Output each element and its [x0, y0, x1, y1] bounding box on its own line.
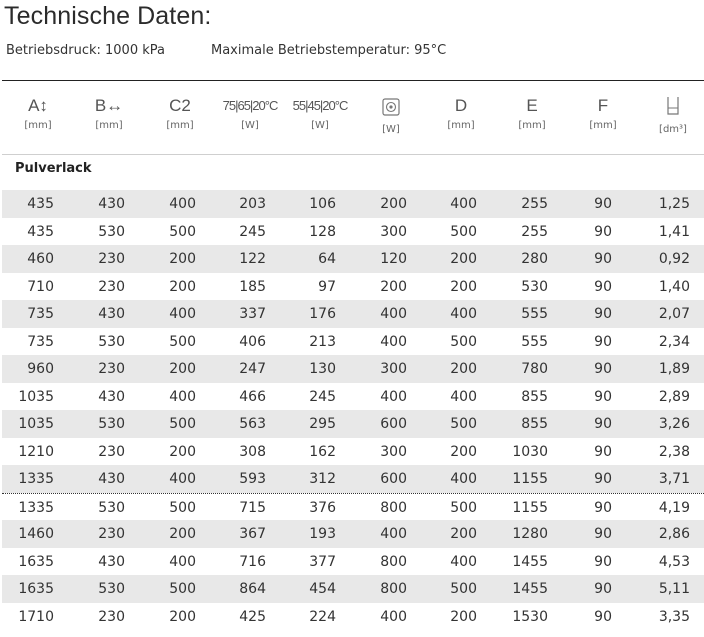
- table-cell: 193: [309, 526, 336, 542]
- table-cell: 337: [239, 306, 266, 322]
- table-row: [2, 575, 704, 603]
- table-cell: 400: [450, 471, 477, 487]
- table-cell: 90: [594, 278, 612, 295]
- table-cell: 200: [380, 196, 407, 212]
- table-cell: 400: [169, 388, 196, 405]
- table-cell: 367: [239, 526, 266, 542]
- table-cell: 2,34: [658, 333, 690, 350]
- header-e: [497, 96, 567, 133]
- header-volume: [638, 96, 704, 137]
- header-f: [568, 96, 638, 133]
- table-cell: 435: [27, 196, 54, 212]
- table-cell: 0,92: [658, 251, 690, 267]
- table-cell: 430: [98, 196, 125, 212]
- table-cell: 460: [27, 251, 54, 267]
- table-cell: 90: [594, 608, 612, 625]
- table-cell: 400: [450, 553, 477, 570]
- section-header: [2, 154, 704, 182]
- table-cell: 400: [169, 196, 196, 212]
- table-cell: 376: [309, 499, 336, 516]
- table-cell: 90: [594, 251, 612, 267]
- table-row: [2, 300, 704, 328]
- table-row: [2, 493, 704, 521]
- table-cell: 400: [450, 388, 477, 405]
- header-label: 55|45|20°C: [292, 98, 348, 113]
- table-cell: 230: [98, 526, 125, 542]
- table-cell: 715: [239, 499, 266, 516]
- table-cell: 400: [380, 388, 407, 405]
- table-cell: 500: [169, 333, 196, 350]
- table-cell: 400: [169, 471, 196, 487]
- table-row: [2, 548, 704, 576]
- table-cell: 200: [450, 608, 477, 625]
- header-height: [3, 96, 73, 133]
- table-cell: 1335: [18, 499, 54, 516]
- table-cell: 1,89: [658, 361, 690, 377]
- table-cell: 2,38: [658, 443, 690, 460]
- table-cell: 400: [380, 608, 407, 625]
- table-cell: 500: [169, 581, 196, 597]
- table-cell: 1035: [18, 388, 54, 405]
- table-cell: 377: [309, 553, 336, 570]
- section-label: Pulverlack: [15, 161, 92, 176]
- table-cell: 800: [380, 553, 407, 570]
- header-unit: [W]: [311, 120, 329, 131]
- table-cell: 245: [309, 388, 336, 405]
- table-cell: 1455: [512, 553, 548, 570]
- header-width: [74, 96, 144, 133]
- table-cell: 780: [521, 361, 548, 377]
- table-cell: 1460: [18, 526, 54, 542]
- header-unit: [dm³]: [659, 124, 687, 135]
- table-cell: 1155: [512, 499, 548, 516]
- table-cell: 406: [239, 333, 266, 350]
- table-cell: 122: [239, 251, 266, 267]
- table-cell: 90: [594, 306, 612, 322]
- table-cell: 530: [521, 278, 548, 295]
- table-cell: 400: [380, 333, 407, 350]
- table-cell: 2,07: [658, 306, 690, 322]
- table-cell: 255: [521, 196, 548, 212]
- table-cell: 500: [450, 581, 477, 597]
- table-cell: 247: [239, 361, 266, 377]
- table-cell: 735: [27, 306, 54, 322]
- table-cell: 400: [450, 306, 477, 322]
- header-c2: [145, 96, 215, 133]
- header-unit: [mm]: [589, 120, 617, 131]
- table-cell: 1455: [512, 581, 548, 597]
- table-cell: 213: [309, 333, 336, 350]
- table-cell: 90: [594, 361, 612, 377]
- table-cell: 555: [521, 333, 548, 350]
- table-cell: 400: [450, 196, 477, 212]
- table-cell: 300: [380, 223, 407, 240]
- table-cell: 600: [380, 416, 407, 432]
- table-cell: 230: [98, 361, 125, 377]
- table-cell: 1710: [18, 608, 54, 625]
- table-cell: 200: [169, 361, 196, 377]
- table-cell: 1635: [18, 553, 54, 570]
- table-cell: 1155: [512, 471, 548, 487]
- table-row: [2, 410, 704, 438]
- table-header: [0, 96, 704, 144]
- table-cell: 300: [380, 361, 407, 377]
- table-cell: 200: [169, 251, 196, 267]
- header-label: B↔: [94, 96, 124, 115]
- table-cell: 563: [239, 416, 266, 432]
- header-unit: [mm]: [447, 120, 475, 131]
- table-cell: 1280: [512, 526, 548, 542]
- header-unit: [W]: [382, 124, 400, 135]
- header-unit: [W]: [241, 120, 259, 131]
- table-row: [2, 438, 704, 466]
- table-cell: 200: [450, 361, 477, 377]
- table-top-rule: [2, 80, 704, 81]
- header-unit: [mm]: [166, 120, 194, 131]
- table-cell: 500: [450, 416, 477, 432]
- table-cell: 224: [309, 608, 336, 625]
- table-cell: 312: [309, 471, 336, 487]
- table-cell: 5,11: [658, 581, 690, 597]
- table-cell: 400: [169, 306, 196, 322]
- table-cell: 4,19: [658, 499, 690, 516]
- table-cell: 500: [169, 416, 196, 432]
- header-d: [426, 96, 496, 133]
- header-output-55-45-20: [285, 96, 355, 133]
- table-cell: 1035: [18, 416, 54, 432]
- radiator-symbol-icon: [382, 96, 400, 116]
- table-cell: 4,53: [658, 553, 690, 570]
- table-cell: 90: [594, 223, 612, 240]
- table-cell: 230: [98, 251, 125, 267]
- table-cell: 500: [450, 333, 477, 350]
- table-cell: 530: [98, 223, 125, 240]
- table-cell: 90: [594, 388, 612, 405]
- table-cell: 90: [594, 443, 612, 460]
- table-row: [2, 603, 704, 631]
- table-cell: 454: [309, 581, 336, 597]
- table-cell: 230: [98, 608, 125, 625]
- table-cell: 800: [380, 581, 407, 597]
- table-cell: 500: [169, 223, 196, 240]
- table-cell: 230: [98, 443, 125, 460]
- table-cell: 800: [380, 499, 407, 516]
- table-row: [2, 355, 704, 383]
- table-cell: 230: [98, 278, 125, 295]
- table-cell: 1030: [512, 443, 548, 460]
- table-cell: 130: [309, 361, 336, 377]
- table-cell: 710: [27, 278, 54, 295]
- table-cell: 176: [309, 306, 336, 322]
- header-label: 75|65|20°C: [222, 98, 278, 113]
- table-cell: 120: [380, 251, 407, 267]
- table-cell: 1635: [18, 581, 54, 597]
- table-cell: 466: [239, 388, 266, 405]
- table-cell: 280: [521, 251, 548, 267]
- table-cell: 90: [594, 553, 612, 570]
- table-cell: 200: [450, 526, 477, 542]
- table-cell: 716: [239, 553, 266, 570]
- table-cell: 555: [521, 306, 548, 322]
- header-label: A↕: [28, 96, 48, 115]
- table-cell: 90: [594, 416, 612, 432]
- table-cell: 200: [450, 443, 477, 460]
- table-cell: 864: [239, 581, 266, 597]
- table-cell: 500: [450, 499, 477, 516]
- table-cell: 600: [380, 471, 407, 487]
- table-cell: 500: [450, 223, 477, 240]
- table-cell: 90: [594, 526, 612, 542]
- table-cell: 435: [27, 223, 54, 240]
- container-volume-icon: [666, 96, 680, 116]
- table-row: [2, 520, 704, 548]
- table-cell: 400: [380, 526, 407, 542]
- table-cell: 855: [521, 416, 548, 432]
- table-cell: 1210: [18, 443, 54, 460]
- table-cell: 3,26: [658, 416, 690, 432]
- table-cell: 255: [521, 223, 548, 240]
- table-cell: 185: [239, 278, 266, 295]
- header-label: E: [526, 96, 538, 115]
- table-cell: 245: [239, 223, 266, 240]
- table-cell: 300: [380, 443, 407, 460]
- table-cell: 430: [98, 388, 125, 405]
- table-cell: 200: [169, 526, 196, 542]
- table-cell: 200: [450, 278, 477, 295]
- table-cell: 90: [594, 333, 612, 350]
- table-cell: 200: [450, 251, 477, 267]
- table-cell: 735: [27, 333, 54, 350]
- table-cell: 162: [309, 443, 336, 460]
- table-cell: 530: [98, 499, 125, 516]
- operating-pressure: Betriebsdruck: 1000 kPa: [6, 43, 165, 58]
- table-row: [2, 465, 704, 493]
- header-unit: [mm]: [518, 120, 546, 131]
- table-cell: 128: [309, 223, 336, 240]
- table-row: [2, 328, 704, 356]
- header-unit: [mm]: [24, 120, 52, 131]
- table-cell: 430: [98, 553, 125, 570]
- max-operating-temperature: Maximale Betriebstemperatur: 95°C: [211, 43, 447, 58]
- header-label: F: [597, 96, 609, 115]
- table-cell: 500: [169, 499, 196, 516]
- table-cell: 308: [239, 443, 266, 460]
- table-cell: 97: [318, 278, 336, 295]
- table-cell: 593: [239, 471, 266, 487]
- table-cell: 90: [594, 581, 612, 597]
- table-cell: 295: [309, 416, 336, 432]
- table-cell: 530: [98, 581, 125, 597]
- table-cell: 3,71: [658, 471, 690, 487]
- table-row: [2, 190, 704, 218]
- table-cell: 90: [594, 471, 612, 487]
- table-cell: 855: [521, 388, 548, 405]
- table-cell: 2,86: [658, 526, 690, 542]
- table-cell: 2,89: [658, 388, 690, 405]
- header-output-75-65-20: [215, 96, 285, 133]
- table-cell: 425: [239, 608, 266, 625]
- table-cell: 200: [380, 278, 407, 295]
- page-title: Technische Daten:: [4, 2, 212, 30]
- table-body: [2, 190, 704, 630]
- table-cell: 200: [169, 443, 196, 460]
- table-cell: 430: [98, 471, 125, 487]
- table-cell: 64: [318, 251, 336, 267]
- table-cell: 530: [98, 416, 125, 432]
- header-label: D: [454, 96, 468, 115]
- table-cell: 1,25: [658, 196, 690, 212]
- table-cell: 400: [380, 306, 407, 322]
- header-unit: [mm]: [95, 120, 123, 131]
- table-cell: 1530: [512, 608, 548, 625]
- table-row: [2, 218, 704, 246]
- table-cell: 1335: [18, 471, 54, 487]
- table-cell: 960: [27, 361, 54, 377]
- table-cell: 90: [594, 196, 612, 212]
- table-cell: 1,41: [658, 223, 690, 240]
- table-cell: 430: [98, 306, 125, 322]
- table-cell: 1,40: [658, 278, 690, 295]
- table-row: [2, 383, 704, 411]
- table-row: [2, 245, 704, 273]
- table-row: [2, 273, 704, 301]
- table-cell: 90: [594, 499, 612, 516]
- table-cell: 200: [169, 278, 196, 295]
- table-cell: 3,35: [658, 608, 690, 625]
- table-cell: 400: [169, 553, 196, 570]
- table-cell: 530: [98, 333, 125, 350]
- table-cell: 203: [239, 196, 266, 212]
- table-cell: 200: [169, 608, 196, 625]
- header-radiator-output: [356, 96, 426, 137]
- header-label: C2: [169, 96, 191, 115]
- table-cell: 106: [309, 196, 336, 212]
